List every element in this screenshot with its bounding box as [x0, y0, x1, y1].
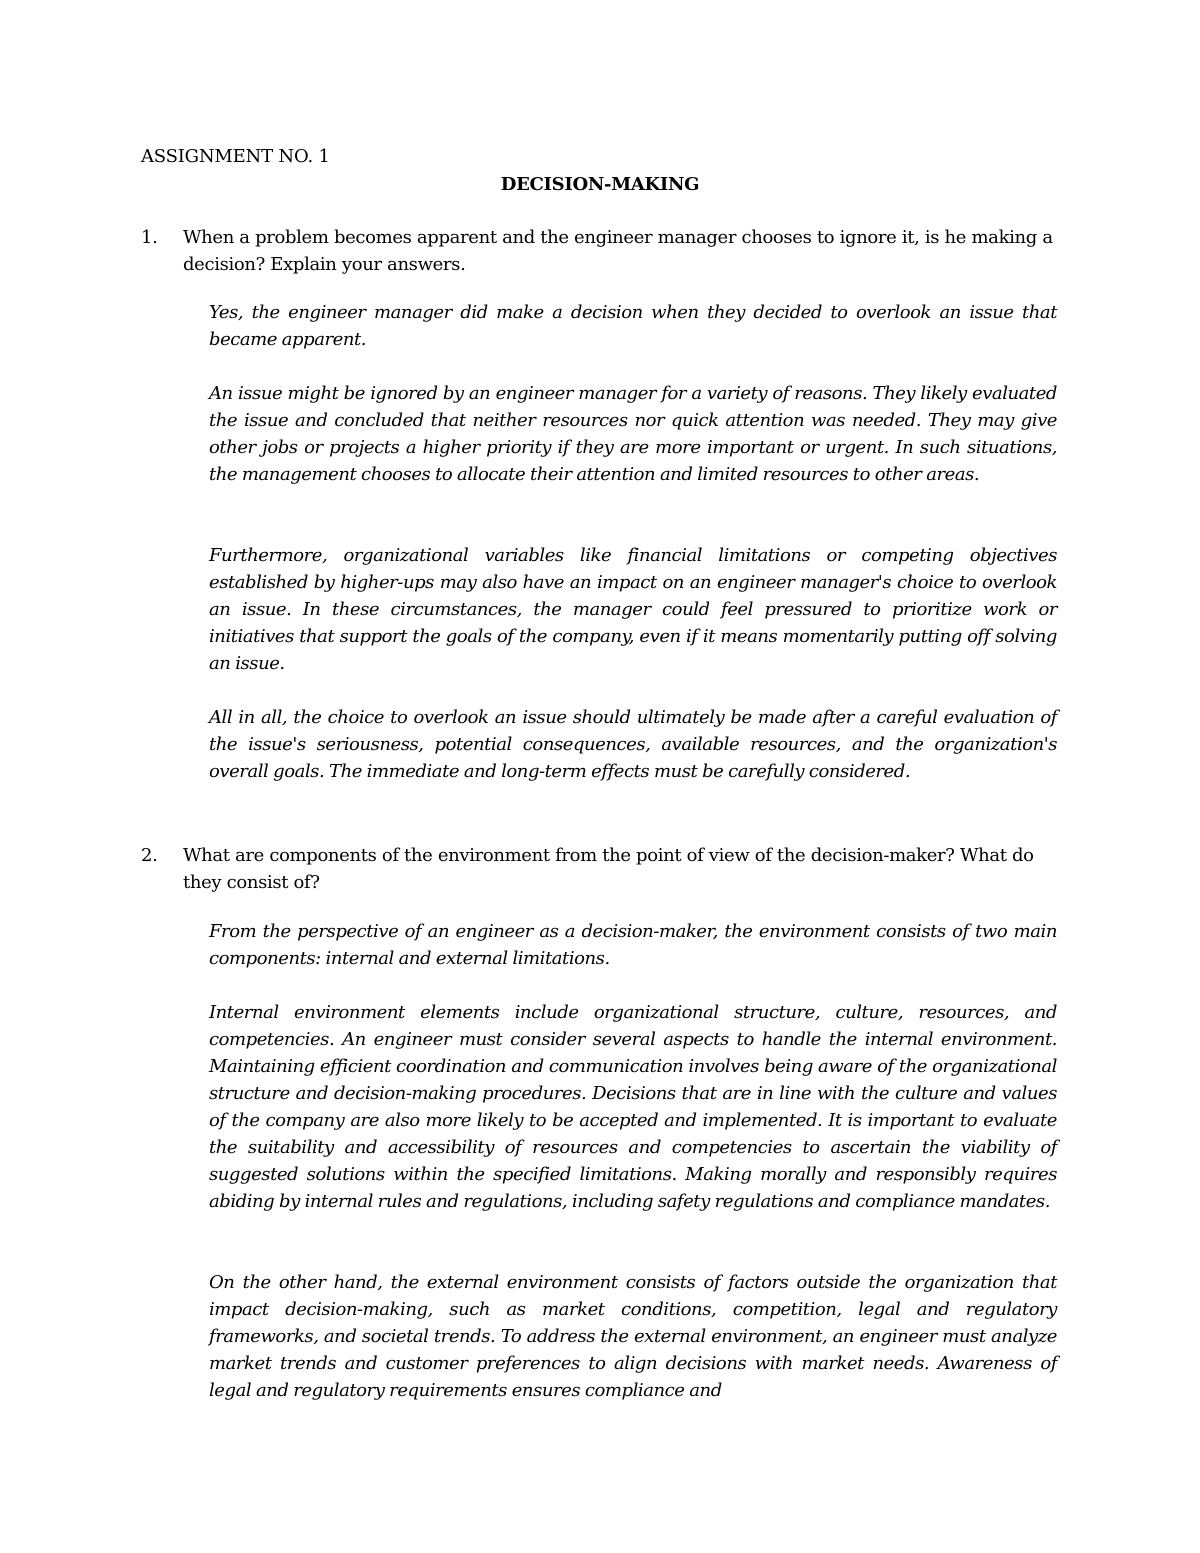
answer-paragraph: An issue might be ignored by an engineer manager for a variety of reasons. They likely evaluated the issue and concluded that neither resources nor quick attention was needed. They may give other jobs or projects a higher priority if they are more important or urgent. In such situations, the management chooses to allocate their attention and limited resources to other areas.	[209, 383, 1057, 485]
document-title: DECISION-MAKING	[500, 174, 700, 195]
question-number: 1.	[141, 227, 158, 248]
question-number: 2.	[141, 845, 158, 866]
answer-paragraph: From the perspective of an engineer as a decision-maker, the environment consists of two main components: internal and external limitations.	[209, 921, 1057, 969]
answer-paragraph: Furthermore, organizational variables like financial limitations or competing objectives established by higher-ups may also have an impact on an engineer manager's choice to overlook an issue. In these circumstances, the manager could feel pressured to prioritize work or initiatives that support the goals of the company, even if it means momentarily putting off solving an issue.	[209, 545, 1057, 674]
question-text: What are components of the environment from the point of view of the decision-maker? What do they consist of?	[183, 845, 1034, 893]
question-text: When a problem becomes apparent and the engineer manager chooses to ignore it, is he making a decision? Explain your answers.	[183, 227, 1053, 275]
assignment-label: ASSIGNMENT NO. 1	[141, 146, 330, 167]
answer-paragraph: Yes, the engineer manager did make a decision when they decided to overlook an issue that became apparent.	[209, 302, 1057, 350]
answer-paragraph: On the other hand, the external environment consists of factors outside the organization that impact decision-making, such as market conditions, competition, legal and regulatory frameworks, and societal trends. To address the external environment, an engineer must analyze market trends and customer preferences to align decisions with market needs. Awareness of legal and regulatory requirements ensures compliance and	[209, 1272, 1057, 1401]
answer-paragraph: Internal environment elements include organizational structure, culture, resources, and competencies. An engineer must consider several aspects to handle the internal environment. Maintaining efficient coordination and communication involves being aware of the organizational structure and decision-making procedures. Decisions that are in line with the culture and values of the company are also more likely to be accepted and implemented. It is important to evaluate the suitability and accessibility of resources and competencies to ascertain the viability of suggested solutions within the specified limitations. Making morally and responsibly requires abiding by internal rules and regulations, including safety regulations and compliance mandates.	[209, 1002, 1057, 1212]
answer-paragraph: All in all, the choice to overlook an issue should ultimately be made after a careful evaluation of the issue's seriousness, potential consequences, available resources, and the organization's overall goals. The immediate and long-term effects must be carefully considered.	[209, 707, 1057, 782]
